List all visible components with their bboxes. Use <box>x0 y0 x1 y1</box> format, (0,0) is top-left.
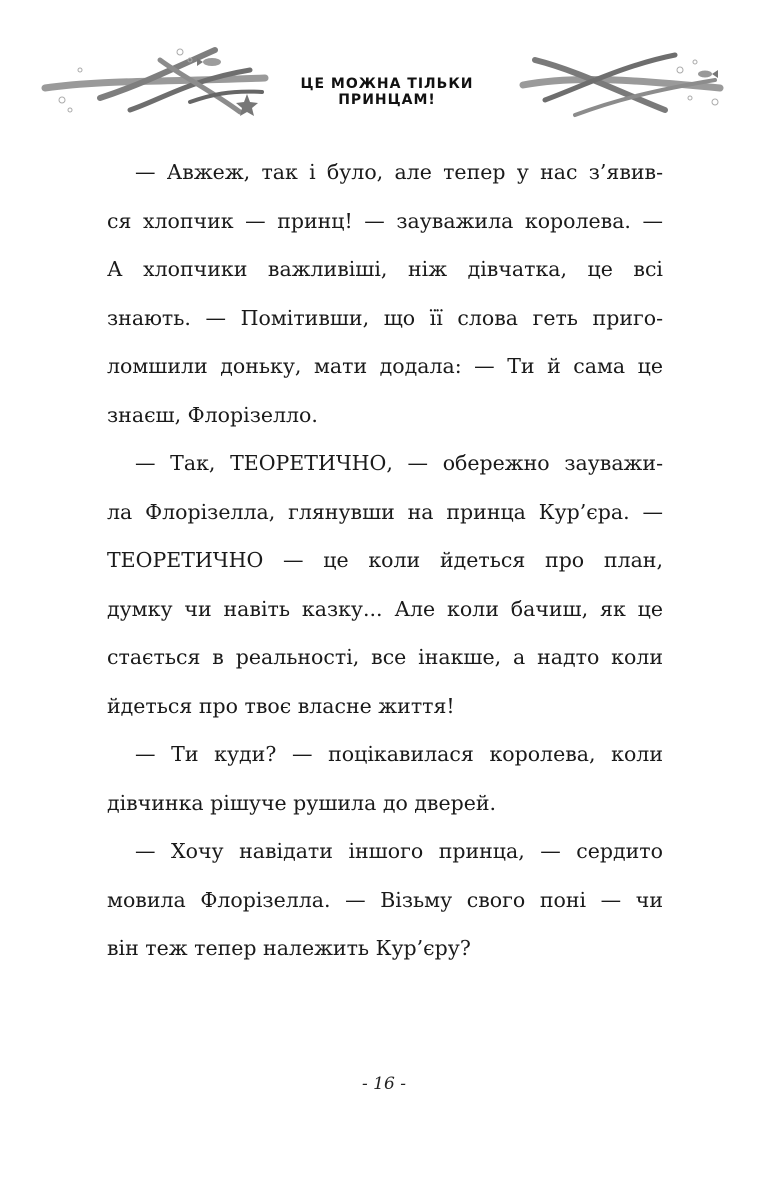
text-line: — Хочу навідати іншого принца, — сердито <box>135 839 663 863</box>
text-line: думку чи навіть казку... Але коли бачиш, як це <box>107 596 663 621</box>
text-line: — Ти куди? — поцікавилася королева, коли <box>135 742 663 766</box>
text-line: ТЕОРЕТИЧНО — це коли йдеться про план, <box>107 548 663 572</box>
text-line: знають. — Помітивши, що її слова геть приго- <box>107 305 663 330</box>
text-line: А хлопчики важливіші, ніж дівчатка, це всі <box>107 257 663 281</box>
text-line: — Авжеж, так і було, але тепер у нас з’явив- <box>135 160 663 184</box>
seaweed-right-illustration <box>515 40 730 130</box>
page-header <box>40 40 730 130</box>
seaweed-left-illustration <box>40 40 270 130</box>
text-line: дівчинка рішуче рушила до дверей. <box>107 790 497 815</box>
text-line: стається в реальності, все інакше, а надто коли <box>107 645 663 669</box>
text-line: йдеться про твоє власне життя! <box>107 693 455 718</box>
page-number: - 16 - <box>362 1074 406 1094</box>
text-line: — Так, ТЕОРЕТИЧНО, — обережно зауважи- <box>135 451 663 475</box>
text-line: ся хлопчик — принц! — зауважила королева. — <box>107 208 663 233</box>
text-line: ломшили доньку, мати додала: — Ти й сама це <box>107 354 663 378</box>
text-line: мовила Флорізелла. — Візьму свого поні — чи <box>107 887 663 912</box>
running-title: ЦЕ МОЖНА ТІЛЬКИ ПРИНЦАМ! <box>300 76 474 108</box>
text-line: знаєш, Флорізелло. <box>107 402 318 427</box>
body-text <box>107 148 663 973</box>
text-line: ла Флорізелла, глянувши на принца Кур’єра. — <box>107 499 663 524</box>
text-line: він теж тепер належить Кур’єру? <box>107 936 471 960</box>
small-fish-icon <box>698 70 718 78</box>
